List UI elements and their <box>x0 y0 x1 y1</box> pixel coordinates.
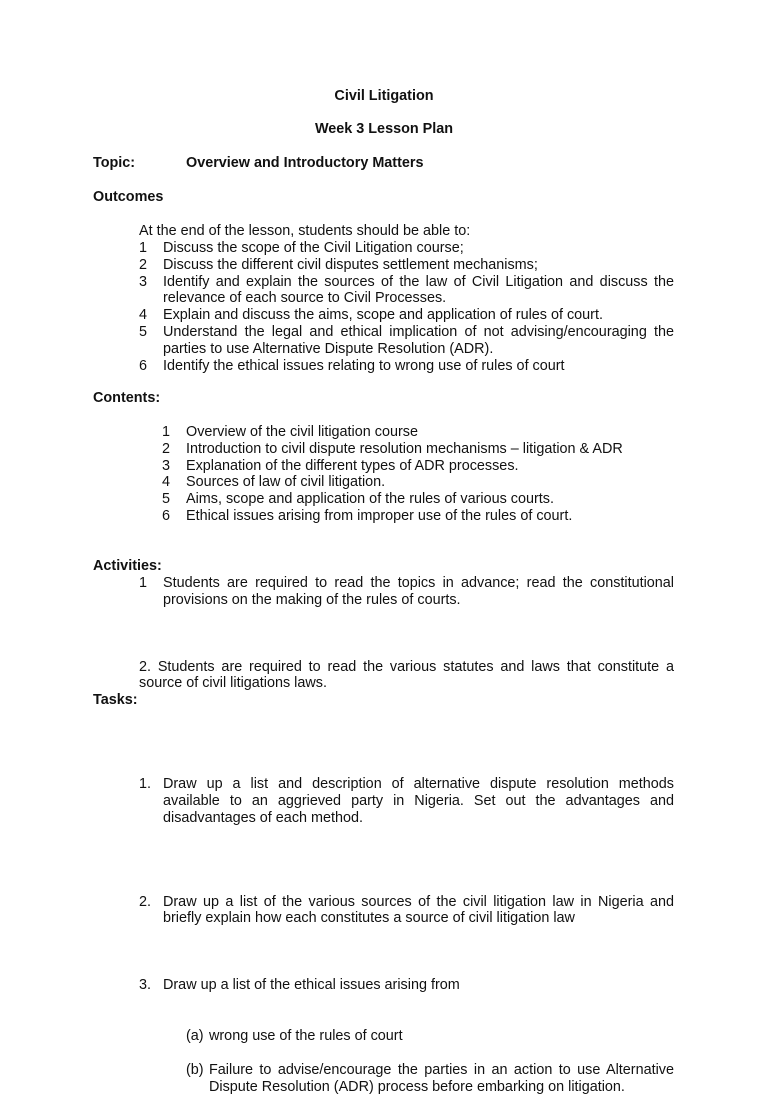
task-number: 1. <box>139 776 152 793</box>
contents-number: 5 <box>162 491 171 508</box>
topic-label: Topic: <box>93 155 136 171</box>
outcomes-intro: At the end of the lesson, students should be able to: <box>139 223 471 239</box>
outcome-item <box>139 324 674 358</box>
contents-item <box>162 458 674 475</box>
contents-heading: Contents: <box>93 390 161 406</box>
outcome-number: 3 <box>139 273 148 290</box>
contents-number: 1 <box>162 424 171 440</box>
contents-number: 6 <box>162 507 171 524</box>
contents-number: 4 <box>162 474 171 491</box>
contents-item <box>162 508 674 525</box>
task-subitem-label: (a) <box>186 1027 204 1044</box>
outcome-text: Identify and explain the sources of the law of Civil Litigation and discuss the relevance of each source to Civil Processes. <box>163 273 674 307</box>
outcome-item <box>139 240 674 257</box>
contents-text: Overview of the civil litigation course <box>186 424 418 440</box>
contents-number: 2 <box>162 440 171 457</box>
outcome-number: 1 <box>139 240 148 256</box>
outcome-text: Explain and discuss the aims, scope and application of rules of court. <box>163 307 603 324</box>
outcome-number: 4 <box>139 307 148 324</box>
task-item <box>139 776 674 826</box>
contents-text: Ethical issues arising from improper use of the rules of court. <box>186 507 573 524</box>
outcome-text: Understand the legal and ethical implication of not advising/encouraging the parties to use Alternative Dispute Resolution (ADR). <box>163 323 674 357</box>
document-title: Civil Litigation <box>334 88 434 104</box>
topic-value: Overview and Introductory Matters <box>186 155 424 171</box>
contents-list <box>162 424 674 525</box>
task-text: Draw up a list and description of alternative dispute resolution methods available to an aggrieved party in Nigeria. Set out the advantages and disadvantages of each method. <box>163 776 674 826</box>
outcome-item <box>139 274 674 308</box>
outcome-text: Discuss the scope of the Civil Litigation course; <box>163 240 464 256</box>
outcome-text: Discuss the different civil disputes settlement mechanisms; <box>163 256 538 273</box>
outcome-number: 6 <box>139 357 148 374</box>
contents-text: Aims, scope and application of the rules of various courts. <box>186 491 554 508</box>
outcome-item <box>139 307 674 324</box>
contents-number: 3 <box>162 457 171 474</box>
document-subtitle: Week 3 Lesson Plan <box>314 121 454 137</box>
contents-item <box>162 424 674 441</box>
outcome-number: 2 <box>139 256 148 273</box>
activity-text: Students are required to read the topics in advance; read the constitutional provisions on the making of the rules of courts. <box>163 575 674 608</box>
contents-item <box>162 474 674 491</box>
task-subitem-text: Failure to advise/encourage the parties in an action to use Alternative Dispute Resolution (ADR) process before embarking on litigation. <box>209 1061 674 1095</box>
activity-number: 1 <box>139 575 148 591</box>
outcomes-list <box>139 240 674 374</box>
task-number: 3. <box>139 977 152 994</box>
outcome-text: Identify the ethical issues relating to wrong use of rules of court <box>163 357 565 374</box>
activity-paragraph: 2. Students are required to read the various statutes and laws that constitute a source of civil litigations laws. <box>139 658 674 692</box>
tasks-heading: Tasks: <box>93 692 138 708</box>
outcomes-heading: Outcomes <box>93 189 164 205</box>
task-text: Draw up a list of the ethical issues arising from <box>163 977 460 994</box>
task-subitem <box>186 1028 674 1045</box>
contents-text: Introduction to civil dispute resolution mechanisms – litigation & ADR <box>186 440 623 457</box>
contents-item <box>162 491 674 508</box>
outcome-item <box>139 257 674 274</box>
outcome-item <box>139 358 674 375</box>
task-item <box>139 977 674 994</box>
contents-item <box>162 441 674 458</box>
contents-text: Sources of law of civil litigation. <box>186 474 386 491</box>
task-subitem-label: (b) <box>186 1061 204 1078</box>
task-subitem-text: wrong use of the rules of court <box>209 1027 403 1044</box>
outcome-number: 5 <box>139 323 148 340</box>
task-subitem <box>186 1062 674 1095</box>
contents-text: Explanation of the different types of ADR processes. <box>186 457 519 474</box>
task-text: Draw up a list of the various sources of the civil litigation law in Nigeria and briefly explain how each constitutes a source of civil litigation law <box>163 893 674 927</box>
activities-heading: Activities: <box>93 558 162 574</box>
task-number: 2. <box>139 893 152 910</box>
activity-item <box>139 575 674 609</box>
task-item <box>139 894 674 928</box>
